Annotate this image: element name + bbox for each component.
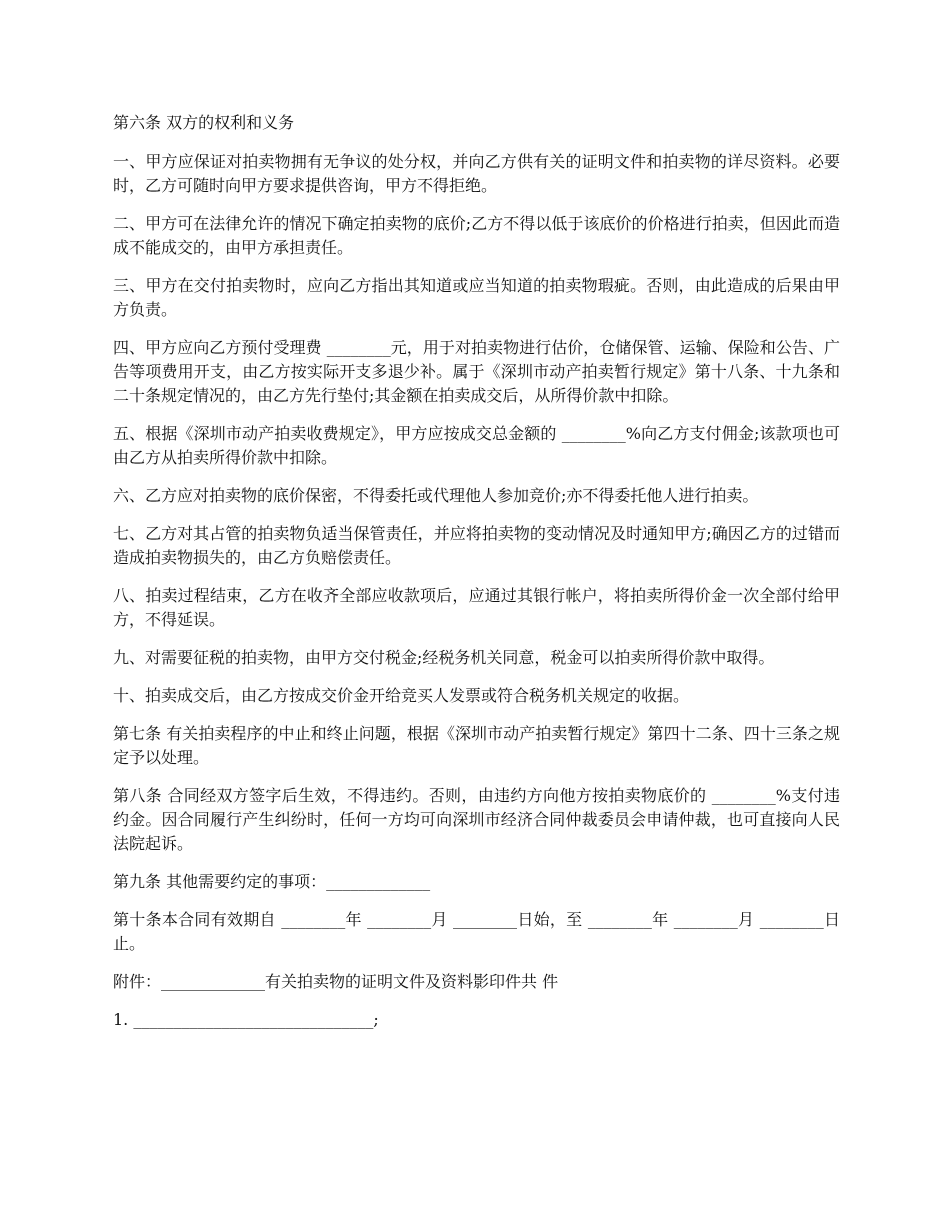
article-6-clause-2: 二、甲方可在法律允许的情况下确定拍卖物的底价;乙方不得以低于该底价的价格进行拍卖，但因此而造成不能成交的，由甲方承担责任。 [113,214,840,257]
article-8: 第八条 合同经双方签字后生效，不得违约。否则，由违约方向他方按拍卖物底价的 ________%支付违约金。因合同履行产生纠纷时，任何一方均可向深圳市经济合同仲裁委员会申请仲裁，也可直接向人民法院起诉。 [113,786,840,853]
article-6-clause-10: 十、拍卖成交后，由乙方按成交价金开给竞买人发票或符合税务机关规定的收据。 [113,686,690,705]
document-page [113,111,840,1046]
article-6-clause-3: 三、甲方在交付拍卖物时，应向乙方指出其知道或应当知道的拍卖物瑕疵。否则，由此造成的后果由甲方负责。 [113,276,840,319]
article-6-clause-8: 八、拍卖过程结束，乙方在收齐全部应收款项后，应通过其银行帐户，将拍卖所得价金一次全部付给甲方，不得延误。 [113,586,840,629]
article-6-clause-1: 一、甲方应保证对拍卖物拥有无争议的处分权，并向乙方供有关的证明文件和拍卖物的详尽资料。必要时，乙方可随时向甲方要求提供咨询，甲方不得拒绝。 [113,152,840,195]
article-6-clause-4: 四、甲方应向乙方预付受理费 ________元，用于对拍卖物进行估价，仓储保管、运输、保险和公告、广告等项费用开支，由乙方按实际开支多退少补。属于《深圳市动产拍卖暂行规定》第十八条、十九条和二十条规定情况的，由乙方先行垫付;其金额在拍卖成交后，从所得价款中扣除。 [113,338,840,405]
article-6-clause-9: 九、对需要征税的拍卖物，由甲方交付税金;经税务机关同意，税金可以拍卖所得价款中取得。 [113,648,775,667]
article-6-heading: 第六条 双方的权利和义务 [113,113,295,132]
attachment-line: 附件：_____________有关拍卖物的证明文件及资料影印件共 件 [113,972,559,991]
article-6-clause-6: 六、乙方应对拍卖物的底价保密，不得委托或代理他人参加竞价;亦不得委托他人进行拍卖。 [113,486,759,505]
article-6-clause-5: 五、根据《深圳市动产拍卖收费规定》，甲方应按成交总金额的 ________%向乙方支付佣金;该款项也可由乙方从拍卖所得价款中扣除。 [113,424,840,467]
article-10: 第十条本合同有效期自 ________年 ________月 ________日始，至 ________年 ________月 ________日止。 [113,910,840,953]
attachment-item-1: 1. ______________________________; [113,1010,379,1029]
article-6-clause-7: 七、乙方对其占管的拍卖物负适当保管责任，并应将拍卖物的变动情况及时通知甲方;确因乙方的过错而造成拍卖物损失的，由乙方负赔偿责任。 [113,524,840,567]
article-7: 第七条 有关拍卖程序的中止和终止问题，根据《深圳市动产拍卖暂行规定》第四十二条、四十三条之规定予以处理。 [113,724,840,767]
article-9: 第九条 其他需要约定的事项：_____________ [113,872,431,891]
